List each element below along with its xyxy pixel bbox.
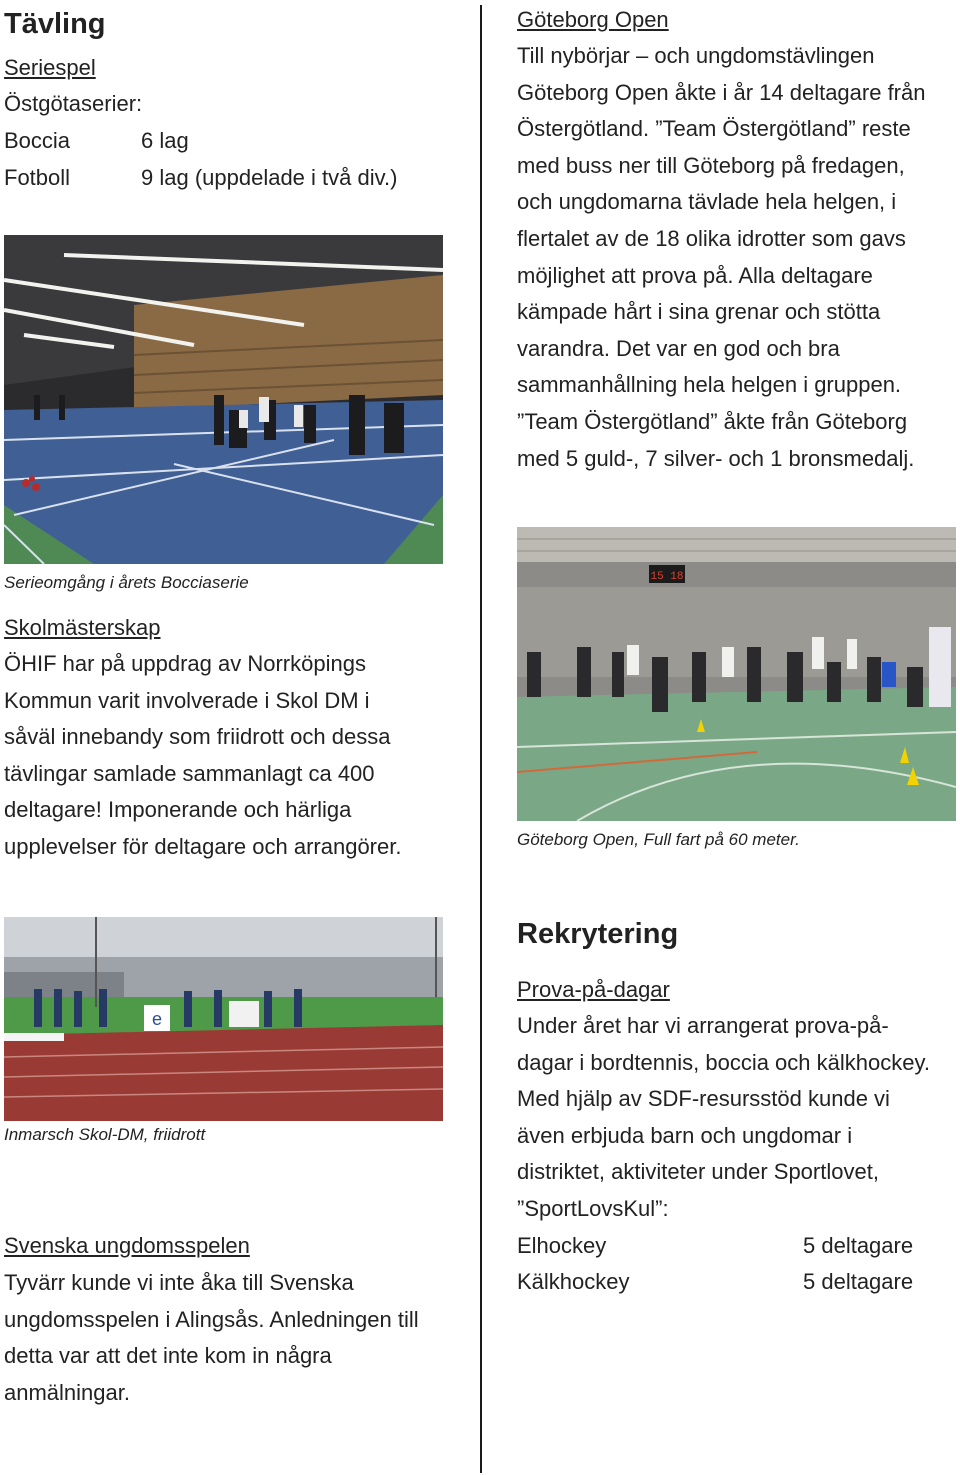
goteborg-open-text: Till nybörjar – och ungdomstävlingen Göteborg Open åkte i år 14 deltagare från Östergötland. ”Team Östergötland” reste med buss ner till Göteborg på fredagen, och ungdomarna tävlade hela helgen, i flertalet av de 18 olika idrotter som gavs möjlighet att prova på. Alla deltagare kämpade hårt i sina grenar och stötta varandra. Det var en god och bra sammanhållning hela helgen i gruppen. ”Team Östergötland” åkte från Göteborg med 5 guld-, 7 silver- och 1 bronsmedalj. (517, 43, 926, 471)
subheading-seriespel: Seriespel (4, 55, 96, 80)
participants-count: 5 deltagare (803, 1233, 914, 1258)
participants-count: 5 deltagare (803, 1269, 914, 1294)
ungdomsspelen-text: Tyvärr kunde vi inte åka till Svenska ungdomsspelen i Alingsås. Anledningen till detta var att det inte kom in några anmälningar. (4, 1270, 419, 1405)
rekrytering-text: Under året har vi arrangerat prova-på- dagar i bordtennis, boccia och kälkhockey. Med hjälp av SDF-resursstöd kunde vi även erbjuda barn och ungdomar i distriktet, aktiviteter under Sportlovet, ”SportLovsKul”: (517, 1013, 930, 1221)
photo-skol-dm-march (4, 917, 443, 1121)
photo-goteborg-open (517, 527, 956, 821)
svg-text:e: e (151, 1009, 163, 1029)
subheading-goteborg-open: Göteborg Open (517, 7, 669, 32)
series-row (4, 160, 464, 197)
subheading-skolmasterskap: Skolmästerskap (4, 615, 161, 640)
photo-boccia-hall (4, 235, 443, 564)
ostgota-series-label: Östgötaserier: (4, 91, 143, 116)
photo-caption: Inmarsch Skol-DM, friidrott (4, 1125, 206, 1144)
series-row (4, 123, 464, 160)
subheading-ungdomsspelen: Svenska ungdomsspelen (4, 1233, 250, 1258)
participants-sport: Kälkhockey (517, 1269, 630, 1294)
skolmasterskap-text: ÖHIF har på uppdrag av Norrköpings Kommun varit involverade i Skol DM i såväl innebandy som friidrott och dessa tävlingar samlade sammanlagt ca 400 deltagare! Imponerande och härliga upplevelser för deltagare och arrangörer. (4, 651, 402, 859)
series-teams: 6 lag (141, 128, 189, 153)
section-heading-tavling: Tävling (4, 8, 106, 40)
participants-row (517, 1264, 957, 1301)
participants-row (517, 1228, 957, 1265)
series-teams: 9 lag (uppdelade i två div.) (141, 165, 398, 190)
section-heading-rekrytering: Rekrytering (517, 918, 679, 950)
photo-caption: Serieomgång i årets Bocciaserie (4, 573, 249, 592)
series-sport: Boccia (4, 128, 71, 153)
participants-sport: Elhockey (517, 1233, 607, 1258)
subheading-prova-pa-dagar: Prova-på-dagar (517, 977, 670, 1002)
photo-caption: Göteborg Open, Full fart på 60 meter. (517, 830, 800, 849)
column-divider (480, 5, 482, 1473)
series-sport: Fotboll (4, 165, 71, 190)
scoreboard-text: 15 18 (650, 571, 684, 583)
